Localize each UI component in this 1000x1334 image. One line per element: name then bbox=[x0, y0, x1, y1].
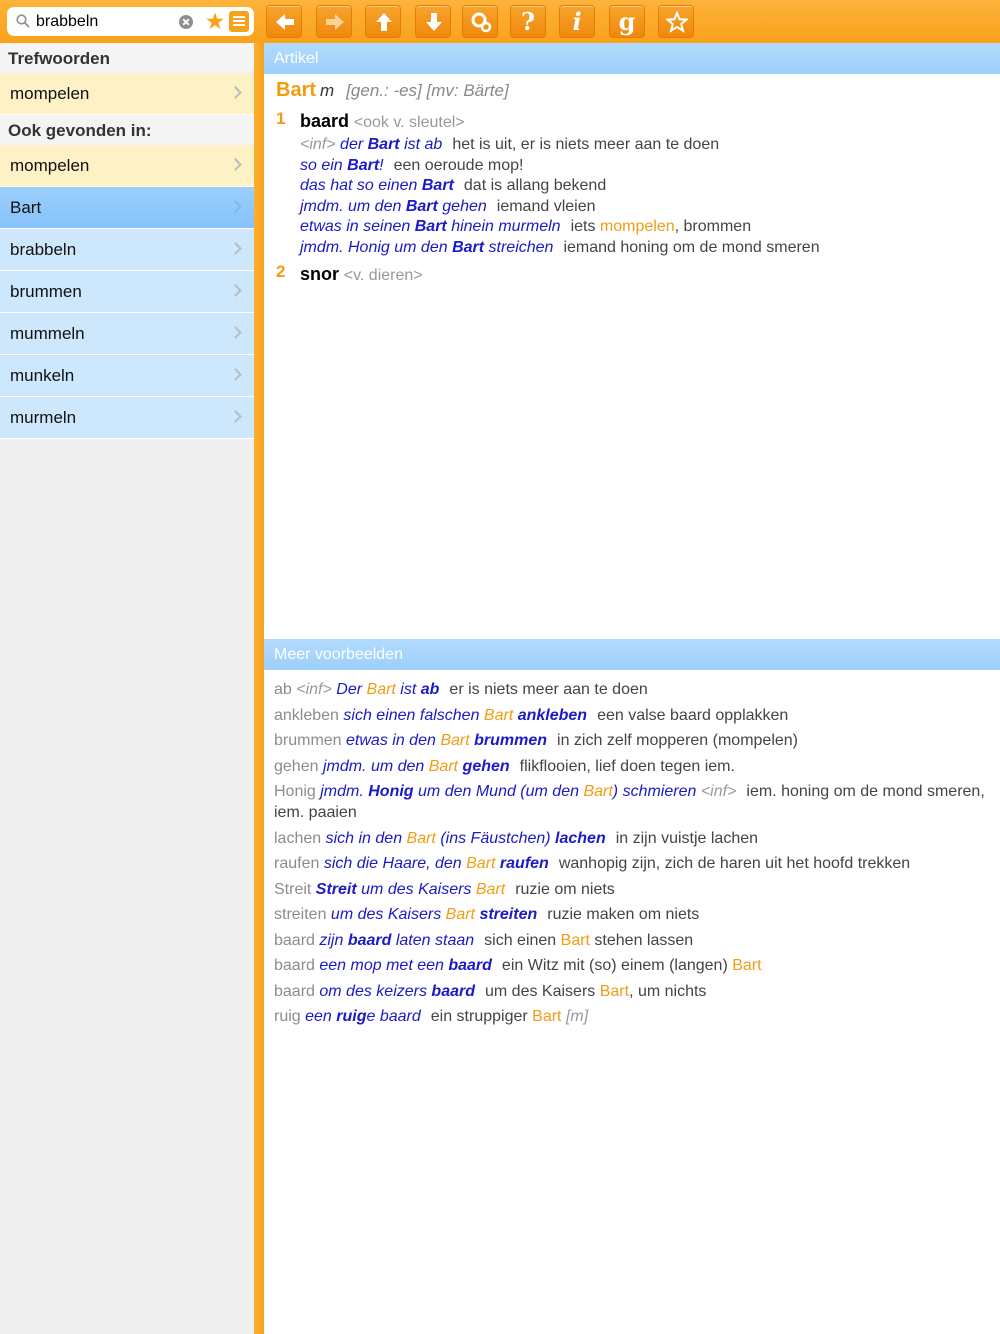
search-input[interactable] bbox=[36, 11, 181, 32]
chevron-right-icon bbox=[229, 86, 242, 99]
headword: Bart bbox=[276, 79, 317, 101]
headword-line bbox=[276, 79, 991, 107]
sidebar-item-bart[interactable] bbox=[0, 187, 254, 229]
example: jmdm. um den Bart gehen iemand vleien bbox=[300, 197, 596, 215]
sidebar-item-label: mompelen bbox=[10, 84, 90, 103]
cross-reference-link[interactable]: mompelen bbox=[599, 218, 675, 235]
sidebar-item-label: mompelen bbox=[10, 156, 90, 175]
example-keyword: brummen bbox=[274, 732, 347, 749]
chevron-right-icon bbox=[229, 368, 242, 381]
chevron-right-icon bbox=[229, 284, 242, 297]
example-translation: in zich zelf mopperen (mompelen) bbox=[557, 732, 799, 749]
example: das hat so einen Bart dat is allang bekend bbox=[300, 177, 607, 194]
back-button[interactable] bbox=[266, 5, 302, 38]
grammar-info: [gen.: -es] [mv: Bärte] bbox=[346, 81, 509, 100]
example-row[interactable]: streiten um des Kaisers Bart streiten ruzie maken om niets bbox=[274, 906, 700, 923]
example-keyword: baard bbox=[274, 957, 320, 974]
settings-button[interactable] bbox=[462, 5, 498, 38]
chevron-right-icon bbox=[229, 158, 242, 171]
toolbar bbox=[0, 0, 1000, 43]
help-icon: ? bbox=[520, 7, 536, 36]
translation: snor bbox=[300, 264, 340, 284]
info-icon: i bbox=[572, 7, 582, 36]
article-body bbox=[276, 79, 991, 288]
search-box bbox=[7, 7, 254, 36]
sidebar-item-label: Bart bbox=[10, 198, 42, 217]
sidebar-item-mummeln[interactable] bbox=[0, 313, 254, 355]
settings-icon bbox=[470, 11, 492, 33]
sense-2 bbox=[276, 262, 991, 288]
sense-number: 1 bbox=[276, 109, 286, 128]
example-translation: een valse baard opplakken bbox=[597, 706, 789, 724]
example-keyword: ankleben bbox=[274, 706, 344, 724]
arrow-right-icon bbox=[324, 11, 346, 33]
example-translation: ruzie om niets bbox=[515, 880, 615, 898]
grammar-button[interactable] bbox=[609, 5, 645, 38]
arrow-left-icon bbox=[274, 11, 296, 33]
clear-search-icon[interactable] bbox=[179, 15, 193, 29]
help-button[interactable] bbox=[510, 5, 546, 38]
previous-entry-button[interactable] bbox=[365, 5, 401, 38]
sidebar-item-murmeln[interactable] bbox=[0, 397, 254, 439]
example-keyword: Streit bbox=[274, 880, 316, 898]
arrow-down-icon bbox=[423, 11, 445, 33]
example-row[interactable]: baard zijn baard laten staan sich einen Bart stehen lassen bbox=[274, 931, 694, 949]
sidebar-item-mompelen-2[interactable] bbox=[0, 145, 254, 187]
example-translation: ein struppiger Bart [m] bbox=[430, 1008, 589, 1025]
example-translation: flikflooien, lief doen tegen iem. bbox=[519, 757, 735, 775]
chevron-right-icon bbox=[229, 326, 242, 339]
sidebar-item-brummen[interactable] bbox=[0, 271, 254, 313]
example-row[interactable]: baard om des keizers baard um des Kaisers Bart, um nichts bbox=[274, 982, 707, 1000]
list-icon[interactable] bbox=[229, 11, 249, 32]
example-row[interactable]: baard een mop met een baard ein Witz mit (so) einem (langen) Bart bbox=[274, 957, 762, 974]
example-translation: um des Kaisers Bart, um nichts bbox=[485, 982, 707, 1000]
example-translation: ein Witz mit (so) einem (langen) Bart bbox=[501, 957, 762, 974]
forward-button[interactable] bbox=[316, 5, 352, 38]
next-entry-button[interactable] bbox=[415, 5, 451, 38]
also-found-header: Ook gevonden in: bbox=[0, 115, 254, 145]
chevron-right-icon bbox=[229, 242, 242, 255]
example: so ein Bart! een oeroude mop! bbox=[300, 156, 524, 174]
example-keyword: gehen bbox=[274, 757, 323, 775]
sidebar-item-label: brabbeln bbox=[10, 240, 77, 259]
example-keyword: ruig bbox=[274, 1008, 306, 1025]
more-examples-header: Meer voorbeelden bbox=[264, 639, 1000, 670]
info-button[interactable] bbox=[559, 5, 595, 38]
sidebar-item-label: mummeln bbox=[10, 324, 85, 343]
keywords-header: Trefwoorden bbox=[0, 43, 254, 73]
translation: baard bbox=[300, 111, 350, 131]
example-keyword: raufen bbox=[274, 855, 324, 872]
pane-divider[interactable] bbox=[254, 43, 264, 1334]
chevron-right-icon bbox=[229, 200, 242, 213]
sidebar-item-label: munkeln bbox=[10, 366, 75, 385]
example-keyword: streiten bbox=[274, 906, 331, 923]
example: <inf> der Bart ist ab het is uit, er is niets meer aan te doen bbox=[300, 136, 720, 153]
example-row[interactable]: lachen sich in den Bart (ins Fäustchen) lachen in zijn vuistje lachen bbox=[274, 829, 759, 847]
example-row[interactable]: Honig jmdm. Honig um den Mund (um den Bart) schmieren <inf> iem. honing om de mond smeren, iem. paaien bbox=[274, 783, 985, 821]
more-examples-list bbox=[274, 679, 992, 1032]
example-row[interactable]: raufen sich die Haare, den Bart raufen wanhopig zijn, zich de haren uit het hoofd trekken bbox=[274, 855, 911, 872]
example-keyword: Honig bbox=[274, 783, 321, 800]
example-keyword: lachen bbox=[274, 829, 326, 847]
sidebar-item-brabbeln[interactable] bbox=[0, 229, 254, 271]
grammar-icon: g bbox=[618, 7, 636, 36]
favorite-star-icon[interactable]: ★ bbox=[204, 8, 226, 34]
example-translation: sich einen Bart stehen lassen bbox=[484, 931, 694, 949]
example-row[interactable]: ab <inf> Der Bart ist ab er is niets meer aan te doen bbox=[274, 681, 648, 698]
example-translation: er is niets meer aan te doen bbox=[449, 681, 648, 698]
content-pane bbox=[264, 43, 1000, 1334]
arrow-up-icon bbox=[373, 11, 395, 33]
example-keyword: baard bbox=[274, 931, 320, 949]
sidebar bbox=[0, 43, 254, 1334]
search-icon bbox=[16, 14, 30, 28]
chevron-right-icon bbox=[229, 410, 242, 423]
example: etwas in seinen Bart hinein murmeln iets mompelen, brommen bbox=[300, 218, 752, 235]
sense-1 bbox=[276, 109, 991, 258]
sidebar-item-munkeln[interactable] bbox=[0, 355, 254, 397]
gender: m bbox=[320, 81, 335, 100]
sidebar-item-mompelen[interactable] bbox=[0, 73, 254, 115]
example-translation: iem. honing om de mond smeren, iem. paaien bbox=[274, 783, 985, 821]
example-row[interactable]: gehen jmdm. um den Bart gehen flikflooien, lief doen tegen iem. bbox=[274, 757, 735, 775]
favorites-icon bbox=[666, 11, 688, 33]
example-row[interactable]: Streit Streit um des Kaisers Bart ruzie om niets bbox=[274, 880, 615, 898]
usage-note: <v. dieren> bbox=[343, 267, 423, 284]
example-translation: in zijn vuistje lachen bbox=[615, 829, 759, 847]
example-translation: ruzie maken om niets bbox=[547, 906, 700, 923]
example-keyword: ab bbox=[274, 681, 297, 698]
example-keyword: baard bbox=[274, 982, 320, 1000]
favorites-button[interactable] bbox=[658, 5, 694, 38]
example: jmdm. Honig um den Bart streichen iemand honing om de mond smeren bbox=[300, 238, 820, 256]
example-row[interactable]: ruig een ruige baard ein struppiger Bart [m] bbox=[274, 1008, 589, 1025]
sidebar-item-label: murmeln bbox=[10, 408, 77, 427]
example-translation: wanhopig zijn, zich de haren uit het hoofd trekken bbox=[558, 855, 911, 872]
sidebar-item-label: brummen bbox=[10, 282, 82, 301]
example-row[interactable]: ankleben sich einen falschen Bart ankleben een valse baard opplakken bbox=[274, 706, 789, 724]
sense-number: 2 bbox=[276, 262, 286, 281]
example-row[interactable]: brummen etwas in den Bart brummen in zich zelf mopperen (mompelen) bbox=[274, 732, 799, 749]
usage-note: <ook v. sleutel> bbox=[353, 114, 465, 131]
article-header: Artikel bbox=[264, 43, 1000, 74]
